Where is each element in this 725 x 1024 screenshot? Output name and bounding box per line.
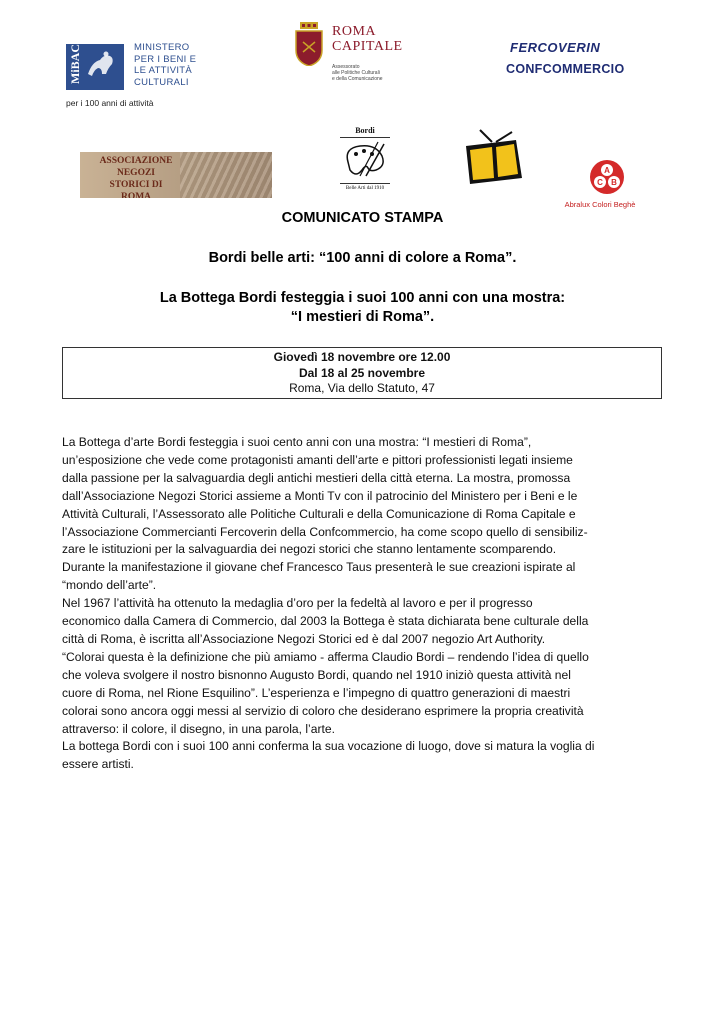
body-line: “mondo dell’arte”.	[62, 578, 157, 593]
roma-capitale-name: ROMA CAPITALE	[332, 24, 403, 54]
divider	[340, 137, 390, 138]
document-headline: La Bottega Bordi festeggia i suoi 100 anni con una mostra: “I mestieri di Roma”.	[159, 290, 566, 325]
press-release-body	[62, 434, 664, 774]
event-address: Roma, Via dello Statuto, 47	[289, 381, 435, 395]
body-line: che voleva svolgere il nostro bisnonno Augusto Bordi, quando nel 1910 iniziò questa attività nel	[62, 667, 571, 682]
mibac-subtitle: per i 100 anni di attività	[66, 98, 154, 108]
acb-logo	[552, 160, 648, 212]
monti-tv-logo	[462, 128, 526, 190]
body-line: un’esposizione che vede come protagonisti amanti dell’arte e pittori professionisti legati insieme	[62, 452, 573, 467]
body-line: Attività Culturali, l’Assessorato alle Politiche Culturali e della Comunicazione di Roma Capitale e	[62, 506, 576, 521]
associazione-negozi-storici-logo	[80, 152, 272, 198]
body-line: colorai sono ancora oggi messi al servizio di coloro che desiderano esprimere la propria creatività	[62, 703, 584, 718]
mibac-logo	[66, 40, 206, 96]
body-line: “Colorai questa è la definizione che più amiamo - afferma Claudio Bordi – rendendo l’idea di quello	[62, 649, 589, 664]
acb-mark	[590, 160, 624, 194]
svg-text:C: C	[597, 178, 603, 187]
mibac-name: MINISTERO PER I BENI E LE ATTIVITÀ CULTURALI	[134, 42, 197, 88]
bordi-tagline: Belle Arti dal 1910	[345, 186, 385, 191]
body-line: attraverso: il colore, il disegno, in una parola, l’arte.	[62, 721, 335, 736]
body-line: dalla passione per la salvaguardia degli antichi mestieri della città eterna. La mostra, promossa	[62, 470, 571, 485]
mibac-mark	[66, 44, 124, 90]
body-line: cuore di Roma, nel Rione Esquilino”. L’esperienza e l’impegno di quattro generazioni di maestri	[62, 685, 571, 700]
horse-rider-icon	[84, 50, 118, 80]
event-info-box	[62, 347, 662, 399]
roma-capitale-logo	[294, 16, 414, 92]
event-date: Giovedì 18 novembre ore 12.00	[273, 350, 451, 364]
document-title: COMUNICATO STAMPA	[281, 210, 444, 226]
body-line: Nel 1967 l’attività ha ottenuto la medaglia d’oro per la fedeltà al lavoro e per il progresso	[62, 596, 533, 611]
banner-texture	[180, 152, 272, 198]
fercoverin-logo	[506, 40, 625, 88]
palette-icon	[342, 140, 388, 180]
fercoverin-name: FERCOVERIN	[510, 40, 601, 55]
confcommercio-name: CONFCOMMERCIO	[506, 62, 625, 76]
roma-assessorato: Assessorato alle Politiche Culturali e della Comunicazione	[332, 64, 383, 82]
body-line: essere artisti.	[62, 757, 134, 772]
bordi-name: Bordi	[355, 126, 375, 135]
document-subtitle: Bordi belle arti: “100 anni di colore a Roma”.	[208, 250, 517, 266]
body-line: La Bottega d’arte Bordi festeggia i suoi cento anni con una mostra: “I mestieri di Roma”,	[62, 435, 532, 449]
divider	[340, 183, 390, 184]
event-period: Dal 18 al 25 novembre	[298, 365, 426, 380]
acb-caption: Abralux Colori Beghè	[564, 200, 636, 209]
bordi-logo	[334, 126, 396, 198]
mibac-mark-text: MiBAC	[68, 44, 82, 84]
roma-shield-icon	[294, 22, 324, 66]
body-line: La bottega Bordi con i suoi 100 anni conferma la sua vocazione di luogo, dove si matura la voglia di	[62, 739, 595, 754]
associazione-name: ASSOCIAZIONE NEGOZI STORICI DI ROMA	[99, 156, 173, 198]
body-line: l’Associazione Commercianti Fercoverin della Confcommercio, ha come scopo quello di sensibiliz-	[62, 524, 588, 539]
body-line: Durante la manifestazione il giovane chef Francesco Taus presenterà le sue creazioni ispirate al	[62, 560, 576, 575]
body-line: zare le istituzioni per la salvaguardia dei negozi storici che stanno lentamente scomparendo.	[62, 542, 557, 557]
tv-icon	[462, 128, 526, 190]
svg-text:B: B	[611, 178, 617, 187]
body-line: dall’Associazione Negozi Storici assieme a Monti Tv con il patrocinio del Ministero per i Beni e le	[62, 488, 578, 503]
body-line: città di Roma, è iscritta all’Associazione Negozi Storici ed è dal 2007 negozio Art Authority.	[62, 631, 546, 646]
body-line: economico dalla Camera di Commercio, dal 2003 la Bottega è stata dichiarata bene culturale della	[62, 614, 589, 629]
svg-text:A: A	[604, 166, 610, 175]
acb-circle-icon	[590, 160, 624, 194]
